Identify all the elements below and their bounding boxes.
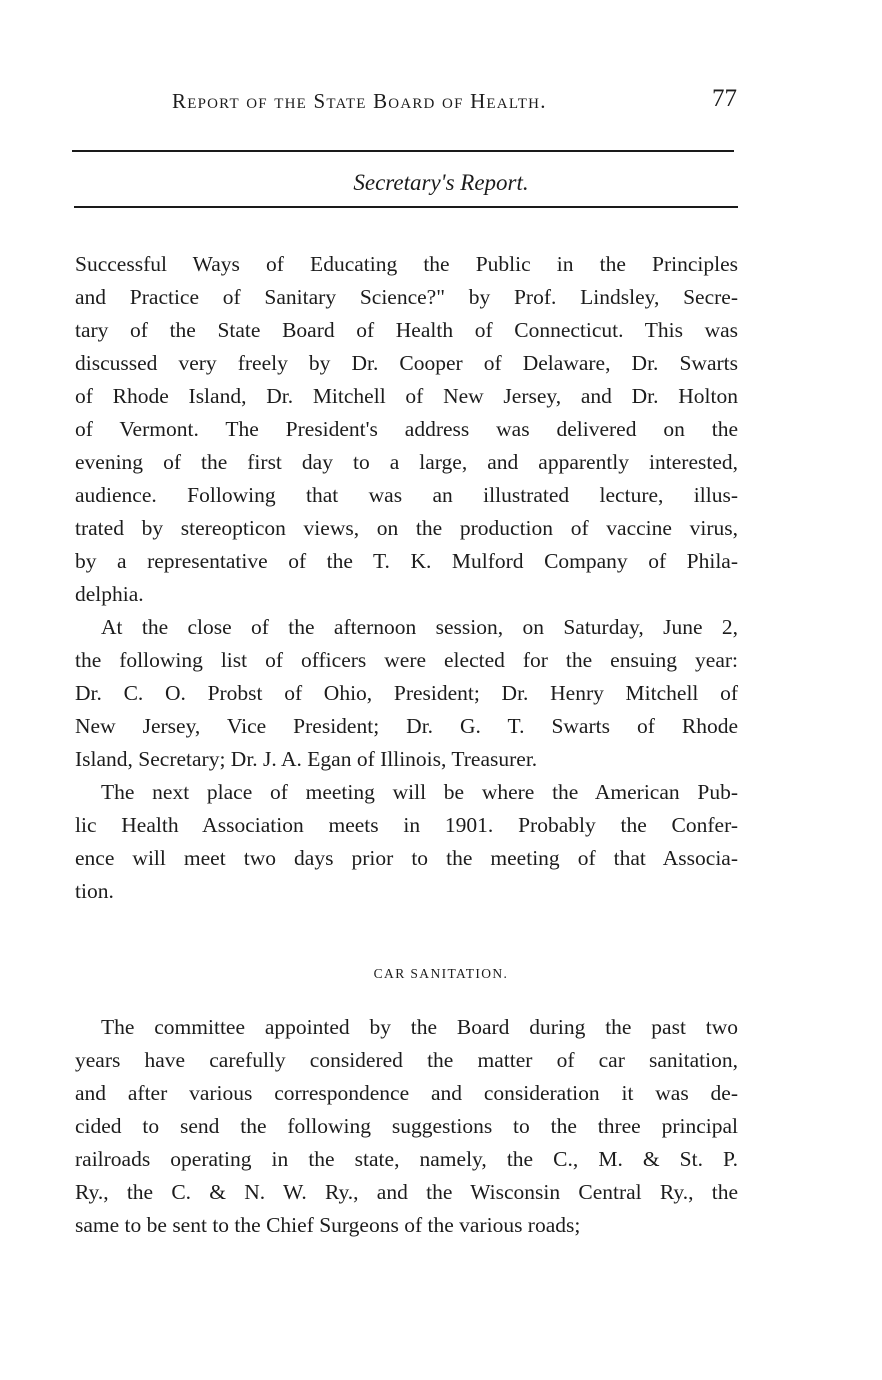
text-line: same to be sent to the Chief Surgeons of the various roads; [75,1213,581,1237]
text-line: of Rhode Island, Dr. Mitchell of New Jersey, and Dr. Holton [75,384,738,408]
text-line: Successful Ways of Educating the Public in the Principles [75,252,738,276]
text-line: Island, Secretary; Dr. J. A. Egan of Illinois, Treasurer. [75,747,538,771]
paragraph-4 [75,1011,738,1242]
text-line: discussed very freely by Dr. Cooper of Delaware, Dr. Swarts [75,351,738,375]
header-rule-top [72,150,734,152]
text-line: At the close of the afternoon session, on Saturday, June 2, [101,615,738,639]
text-line: years have carefully considered the matter of car sanitation, [75,1048,738,1072]
text-line: of Vermont. The President's address was delivered on the [75,417,738,441]
text-line: lic Health Association meets in 1901. Probably the Confer- [75,813,738,837]
text-line: New Jersey, Vice President; Dr. G. T. Swarts of Rhode [75,714,738,738]
text-line: the following list of officers were elected for the ensuing year: [75,648,738,672]
paragraph-1 [75,248,738,611]
text-line: cided to send the following suggestions to the three principal [75,1114,738,1138]
header-rule-bottom [74,206,738,208]
text-line: and after various correspondence and consideration it was de- [75,1081,738,1105]
section-heading: Secretary's Report. [353,170,529,195]
text-line: Ry., the C. & N. W. Ry., and the Wisconsin Central Ry., the [75,1180,738,1204]
paragraph-2 [75,611,738,776]
text-line: Dr. C. O. Probst of Ohio, President; Dr. Henry Mitchell of [75,681,738,705]
text-line: evening of the first day to a large, and apparently interested, [75,450,738,474]
running-head: Report of the State Board of Health. [172,89,547,113]
text-line: delphia. [75,582,144,606]
text-line: The committee appointed by the Board during the past two [101,1015,738,1039]
text-line: and Practice of Sanitary Science?" by Prof. Lindsley, Secre- [75,285,738,309]
paragraph-3 [75,776,738,908]
text-line: audience. Following that was an illustrated lecture, illus- [75,483,738,507]
text-line: ence will meet two days prior to the meeting of that Associa- [75,846,738,870]
text-line: by a representative of the T. K. Mulford Company of Phila- [75,549,738,573]
page-number: 77 [712,85,737,112]
text-line: trated by stereopticon views, on the production of vaccine virus, [75,516,738,540]
text-line: The next place of meeting will be where the American Pub- [101,780,738,804]
text-line: tion. [75,879,114,903]
text-line: tary of the State Board of Health of Connecticut. This was [75,318,738,342]
car-sanitation-heading: CAR SANITATION. [373,966,509,981]
text-line: railroads operating in the state, namely, the C., M. & St. P. [75,1147,738,1171]
